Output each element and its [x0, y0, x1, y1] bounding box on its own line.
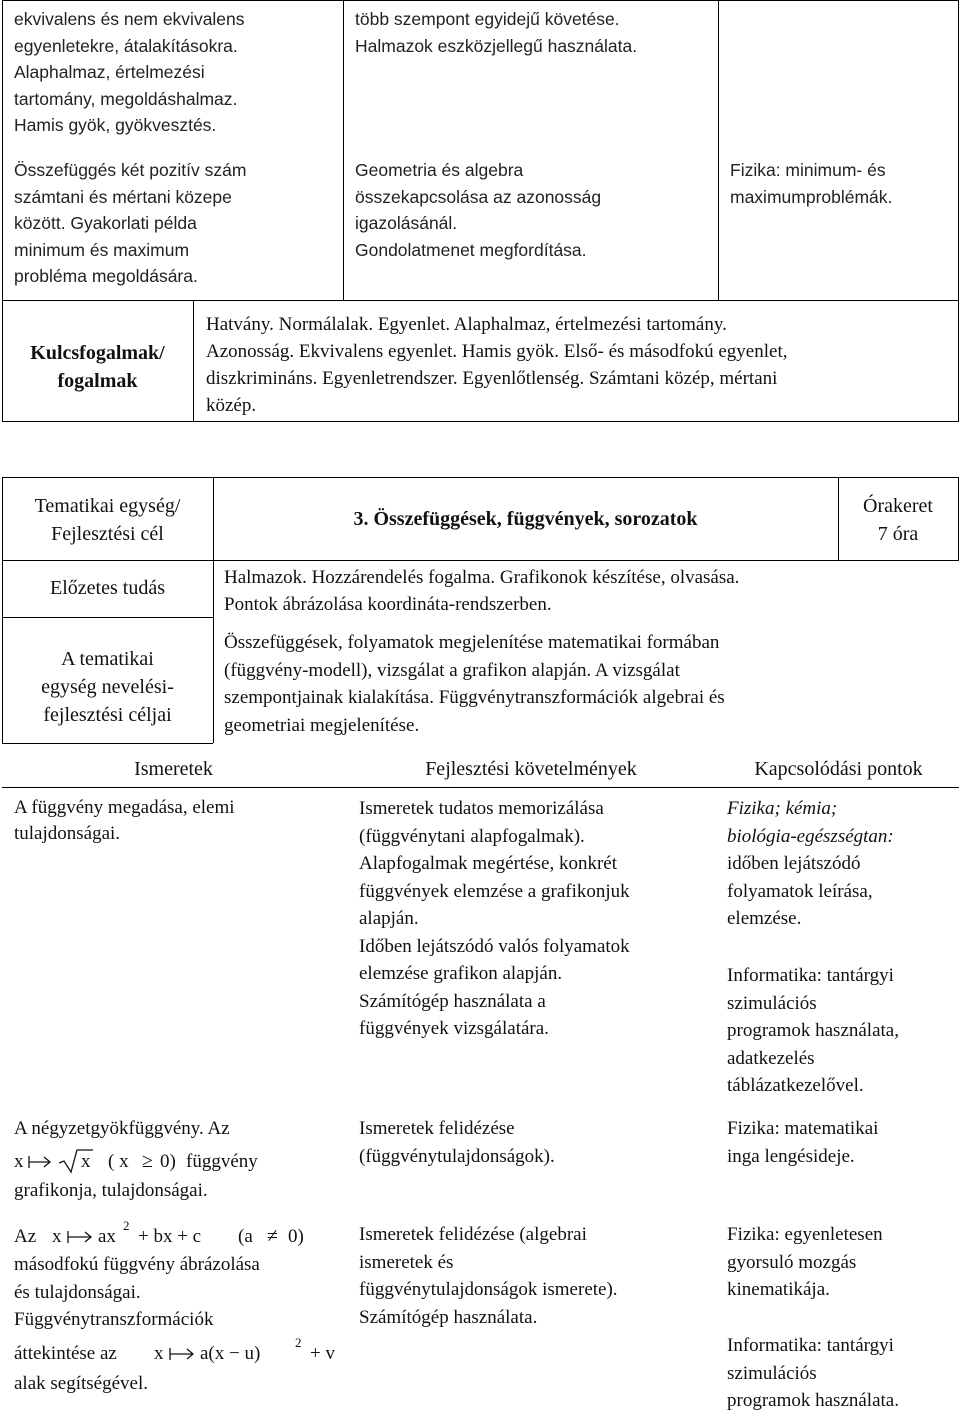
- text-line: programok használata,: [727, 1020, 899, 1042]
- top-bottom-border: [2, 421, 959, 422]
- formula-prefix: áttekintése az: [14, 1342, 117, 1364]
- text-line: szempontjainak kialakítása. Függvénytranszformációk algebrai és: [224, 687, 725, 709]
- mapsto-icon: [168, 1343, 196, 1363]
- text-line: Pontok ábrázolása koordináta-rendszerben.: [224, 593, 552, 615]
- text-line: számtani és mértani közepe: [14, 186, 232, 207]
- text-line: Ismeretek felidézése: [359, 1118, 515, 1139]
- text-line: Fizika; kémia;: [727, 798, 838, 819]
- top-col-divider-1: [343, 0, 344, 300]
- text-line: diszkrimináns. Egyenletrendszer. Egyenlőtlenség. Számtani közép, mértani: [206, 368, 778, 390]
- key-concepts-text: [206, 311, 956, 420]
- formula-condition-end: 0): [288, 1226, 304, 1247]
- text-line: Számítógép használata a: [359, 990, 546, 1012]
- text-line: Ismeretek tudatos memorizálása: [359, 798, 604, 819]
- top-right-border: [958, 0, 959, 421]
- text-line: grafikonja, tulajdonságai.: [14, 1179, 208, 1201]
- vertex-formula: [14, 1334, 344, 1370]
- top-col-divider-2: [718, 0, 719, 300]
- row2-knowledge: [14, 1115, 344, 1204]
- text-line: Összefüggés két pozitív szám: [14, 160, 247, 180]
- top-col1b-text: [14, 157, 334, 290]
- text-line: Fizika: egyenletesen: [727, 1224, 883, 1245]
- text-line: összekapcsolása az azonosság: [355, 186, 602, 207]
- hours-label: Órakeret: [863, 495, 933, 517]
- key-concepts-label: [2, 339, 193, 395]
- row2-requirements: [359, 1115, 714, 1170]
- top-col1-text: [14, 6, 334, 139]
- top-border: [2, 0, 959, 1]
- formula-condition-end: 0): [160, 1150, 176, 1172]
- neq-icon: ≠: [267, 1225, 278, 1247]
- geq-icon: ≥: [142, 1149, 153, 1172]
- text-line: Függvénytranszformációk: [14, 1309, 214, 1331]
- hours-value: 7 óra: [877, 523, 919, 545]
- unit-top-border: [2, 477, 959, 478]
- text-line: biológia-egészségtan:: [727, 825, 894, 847]
- formula-var: x: [52, 1226, 62, 1247]
- row1-knowledge: [14, 795, 339, 847]
- text-line: ekvivalens és nem ekvivalens: [14, 9, 245, 29]
- text-line: geometriai megjelenítése.: [224, 714, 420, 736]
- text-line: közép.: [206, 395, 257, 417]
- text-line: Fejlesztési cél: [51, 523, 164, 545]
- row3-connections-a: [727, 1221, 957, 1304]
- goals-label: [2, 645, 213, 729]
- column-header-knowledge: Ismeretek: [134, 758, 213, 780]
- text-line: több szempont egyidejű követése.: [355, 9, 620, 29]
- unit-title: 3. Összefüggések, függvények, sorozatok: [353, 508, 698, 530]
- row3-requirements: [359, 1221, 714, 1331]
- text-line: függvények elemzése a grafikonjuk: [359, 880, 630, 902]
- text-line: Alapfogalmak megértése, konkrét: [359, 853, 617, 875]
- text-line: probléma megoldására.: [14, 266, 198, 287]
- row3-connections-b: [727, 1332, 957, 1415]
- formula-condition-start: (a: [238, 1226, 253, 1247]
- text-line: folyamatok leírása,: [727, 880, 873, 902]
- formula-term: a(x − u): [200, 1342, 261, 1364]
- text-line: (függvénytani alapfogalmak).: [359, 825, 585, 847]
- column-header-requirements: Fejlesztési követelmények: [425, 758, 637, 780]
- text-line: egység nevelési-: [41, 676, 174, 698]
- text-line: Összefüggések, folyamatok megjelenítése matematikai formában: [224, 632, 720, 653]
- formula-var: x: [154, 1342, 164, 1364]
- text-line: Halmazok eszközjellegű használata.: [355, 35, 638, 56]
- text-line: A függvény megadása, elemi: [14, 797, 235, 818]
- text-line: fejlesztési céljai: [43, 704, 172, 726]
- formula-exponent: 2: [295, 1334, 302, 1350]
- key-concepts-divider: [193, 300, 194, 421]
- key-concepts-top-border: [2, 300, 959, 301]
- text-line: maximumproblémák.: [730, 186, 893, 207]
- text-line: alak segítségével.: [14, 1372, 149, 1394]
- text-line: függvények vizsgálatára.: [359, 1018, 549, 1040]
- text-line: fogalmak: [57, 370, 138, 392]
- text-line: Kulcsfogalmak/: [30, 342, 165, 364]
- text-line: Tematikai egység/: [34, 495, 181, 517]
- top-col2b-text: [355, 157, 715, 263]
- top-col2a-text: [355, 6, 715, 59]
- text-line: szimulációs: [727, 1362, 817, 1384]
- hours-box: [838, 492, 958, 548]
- mapsto-icon: [66, 1226, 94, 1246]
- text-line: függvénytulajdonságok ismerete).: [359, 1279, 618, 1301]
- text-line: adatkezelés: [727, 1047, 815, 1069]
- text-line: Számítógép használata.: [359, 1306, 538, 1328]
- text-line: inga lengésideje.: [727, 1145, 855, 1167]
- text-line: programok használata.: [727, 1390, 899, 1412]
- text-line: táblázatkezelővel.: [727, 1075, 864, 1097]
- text-line: Fizika: matematikai: [727, 1118, 879, 1139]
- formula-exponent: 2: [123, 1218, 130, 1233]
- text-line: és tulajdonságai.: [14, 1281, 141, 1303]
- row2-connections: [727, 1115, 957, 1170]
- formula-condition-start: ( x: [108, 1150, 129, 1172]
- text-line: Ismeretek felidézése (algebrai: [359, 1224, 587, 1245]
- columns-header-bottom: [2, 787, 959, 788]
- prior-label: Előzetes tudás: [50, 577, 165, 599]
- text-line: (függvény-modell), vizsgálat a grafikon alapján. A vizsgálat: [224, 659, 680, 681]
- text-line: Fizika: minimum- és: [730, 160, 886, 180]
- prior-bottom: [2, 617, 213, 618]
- text-line: Alaphalmaz, értelmezési: [14, 62, 205, 83]
- goals-bottom: [2, 743, 213, 744]
- unit-right-border: [958, 477, 959, 560]
- text-line: egyenletekre, átalakításokra.: [14, 35, 238, 56]
- text-line: Geometria és algebra: [355, 160, 524, 180]
- text-line: igazolásánál.: [355, 213, 458, 234]
- text-line: Hamis gyök, gyökvesztés.: [14, 115, 217, 136]
- text-line: Halmazok. Hozzárendelés fogalma. Grafikonok készítése, olvasása.: [224, 567, 740, 588]
- top-col3-text: [730, 157, 955, 210]
- text-line: A négyzetgyökfüggvény. Az: [14, 1118, 230, 1139]
- goals-text: [224, 629, 954, 739]
- text-line: gyorsuló mozgás: [727, 1251, 857, 1273]
- text-line: minimum és maximum: [14, 239, 190, 260]
- text-line: Informatika: tantárgyi: [727, 1335, 894, 1356]
- row3-knowledge: [14, 1218, 344, 1397]
- text-line: Informatika: tantárgyi: [727, 965, 894, 986]
- text-line: Gondolatmenet megfordítása.: [355, 239, 587, 260]
- text-line: elemzése grafikon alapján.: [359, 963, 563, 985]
- column-header-connections: Kapcsolódási pontok: [754, 758, 923, 780]
- prior-text: [224, 565, 954, 618]
- row1-connections-a: [727, 795, 957, 933]
- quadratic-formula: [14, 1218, 344, 1251]
- formula-rest: + bx + c: [138, 1226, 202, 1247]
- text-line: (függvénytulajdonságok).: [359, 1145, 555, 1167]
- text-line: tartomány, megoldáshalmaz.: [14, 88, 238, 109]
- row1-requirements: [359, 795, 714, 1043]
- sqrt-formula: [14, 1143, 344, 1177]
- text-line: elemzése.: [727, 908, 802, 930]
- formula-rest: + v: [310, 1342, 335, 1364]
- text-line: másodfokú függvény ábrázolása: [14, 1254, 260, 1275]
- text-line: között. Gyakorlati példa: [14, 213, 197, 234]
- formula-term: ax: [98, 1226, 116, 1247]
- unit-header-label: [2, 492, 213, 548]
- text-line: Időben lejátszódó valós folyamatok: [359, 935, 630, 957]
- text-line: Hatvány. Normálalak. Egyenlet. Alaphalmaz, értelmezési tartomány.: [206, 314, 727, 335]
- text-line: alapján.: [359, 908, 419, 930]
- text-line: Azonosság. Ekvivalens egyenlet. Hamis gyök. Első- és másodfokú egyenlet,: [206, 341, 788, 363]
- formula-tail: függvény: [186, 1150, 258, 1172]
- unit-header-bottom: [2, 560, 959, 561]
- formula-var: x: [14, 1150, 24, 1172]
- text-line: időben lejátszódó: [727, 853, 861, 875]
- text-line: A tematikai: [61, 648, 154, 670]
- formula-prefix: Az: [14, 1226, 37, 1247]
- text-line: szimulációs: [727, 992, 817, 1014]
- text-line: kinematikája.: [727, 1279, 830, 1301]
- formula-radicand: x: [81, 1150, 91, 1172]
- text-line: ismeretek és: [359, 1251, 454, 1273]
- text-line: tulajdonságai.: [14, 822, 121, 844]
- row1-connections-b: [727, 962, 957, 1100]
